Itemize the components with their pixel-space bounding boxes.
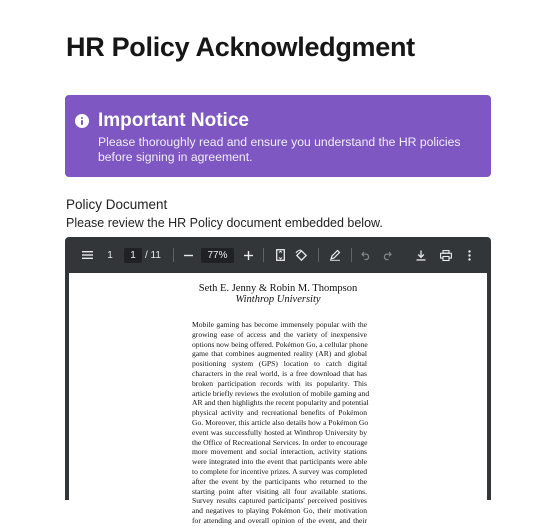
toolbar-divider bbox=[318, 248, 319, 262]
document-text-line: game that combines augmented reality (AR) and global bbox=[192, 349, 367, 359]
undo-icon[interactable] bbox=[360, 248, 372, 262]
document-text-line: growing ease of access and the variety of inexpensive bbox=[192, 329, 367, 339]
toolbar-divider bbox=[173, 248, 174, 262]
menu-icon[interactable] bbox=[80, 248, 94, 262]
policy-document-label: Policy Document bbox=[66, 197, 168, 212]
document-text-line: event was successfully hosted at Winthrop University by bbox=[192, 427, 367, 437]
document-text-line: the Office of Recreational Services. In order to encourage bbox=[192, 437, 368, 447]
download-icon[interactable] bbox=[415, 248, 427, 262]
fit-page-icon[interactable] bbox=[274, 248, 286, 262]
pdf-page bbox=[69, 273, 487, 525]
document-abstract bbox=[192, 320, 370, 526]
document-text-line: Survey results captured participants' perceived positives bbox=[192, 496, 367, 506]
document-text-line: broken participation records with its popularity. This bbox=[192, 378, 367, 388]
notice-title: Important Notice bbox=[98, 110, 249, 131]
document-text-line: for attending and overall opinion of the event, and their bbox=[192, 515, 367, 525]
document-text-line: AR and then highlights the recent popularity and potential bbox=[192, 398, 369, 408]
toolbar-divider bbox=[351, 248, 352, 262]
rotate-icon[interactable] bbox=[294, 248, 308, 262]
page-total: / 11 bbox=[145, 250, 161, 261]
info-icon bbox=[75, 114, 89, 128]
toolbar-divider bbox=[263, 248, 264, 262]
pdf-toolbar bbox=[65, 237, 491, 273]
page-title: HR Policy Acknowledgment bbox=[66, 32, 415, 62]
redo-icon[interactable] bbox=[381, 248, 393, 262]
document-text-line: Go. Moreover, this article also details how a Pokémon Go bbox=[192, 417, 369, 427]
document-text-line: Mobile gaming has become immensely popular with the bbox=[192, 320, 367, 329]
important-notice-banner bbox=[65, 95, 491, 177]
document-text-line: physical activity and recreational benefits of Pokémon bbox=[192, 408, 367, 418]
document-text-line: starting point after visiting all four available stations. bbox=[192, 486, 367, 496]
pen-icon[interactable] bbox=[328, 248, 342, 262]
document-affiliation: Winthrop University bbox=[235, 294, 321, 305]
document-text-line: more movement and social interaction, activity stations bbox=[192, 447, 367, 457]
minus-icon[interactable] bbox=[182, 248, 194, 262]
page-number-input[interactable]: 1 bbox=[124, 248, 142, 263]
document-text-line: options now being offered. Pokémon Go, a cellular phone bbox=[192, 339, 368, 349]
document-text-line: characters in the real world, is a free download that has bbox=[192, 368, 367, 378]
document-text-line: article briefly reviews the evolution of mobile gaming and bbox=[192, 388, 370, 398]
notice-body: Please thoroughly read and ensure you understand the HR policies before signing in agreement. bbox=[98, 135, 461, 164]
document-text-line: after the event by the participants who returned to the bbox=[192, 476, 367, 486]
plus-icon[interactable] bbox=[242, 248, 254, 262]
more-vertical-icon[interactable] bbox=[465, 248, 473, 262]
policy-document-description: Please review the HR Policy document embedded below. bbox=[66, 216, 383, 230]
document-text-line: were integrated into the event that participants were able bbox=[192, 457, 367, 467]
document-text-line: to complete for incentive prizes. A survey was completed bbox=[192, 466, 367, 476]
zoom-input[interactable]: 77% bbox=[201, 248, 234, 263]
document-text-line: and negatives to playing Pokémon Go, their motivation bbox=[192, 506, 367, 516]
current-page-indicator: 1 bbox=[107, 249, 113, 261]
document-text-line: positioning system (GPS) location to catch digital bbox=[192, 359, 367, 369]
document-authors: Seth E. Jenny & Robin M. Thompson bbox=[198, 283, 358, 294]
print-icon[interactable] bbox=[439, 248, 453, 262]
pdf-viewer[interactable] bbox=[65, 237, 491, 525]
